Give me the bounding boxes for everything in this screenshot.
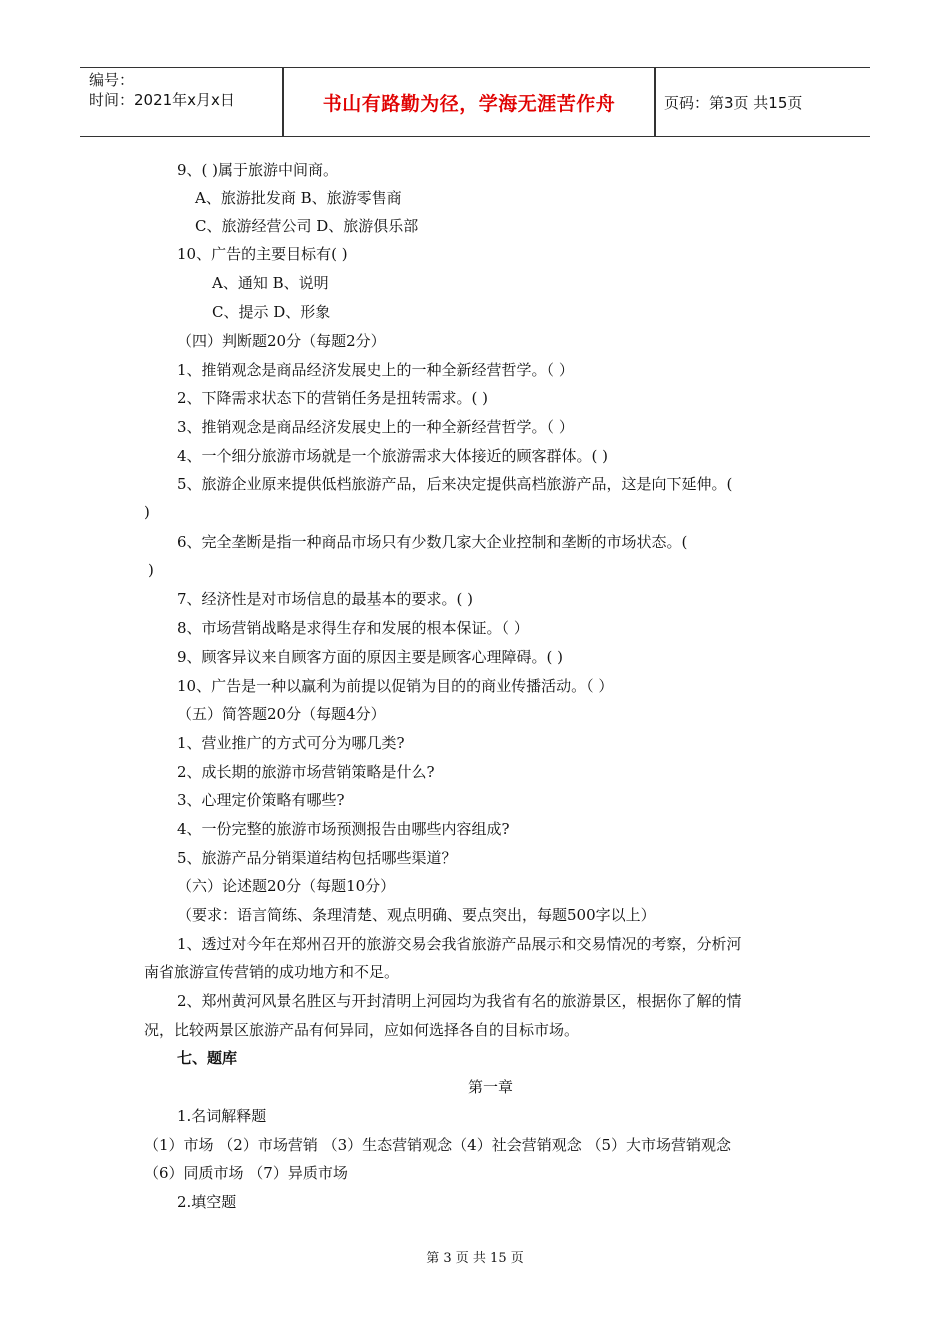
text-line: （1）市场 （2）市场营销 （3）生态营销观念（4）社会营销观念 （5）大市场营销观念 (144, 1136, 732, 1154)
text-line: 9、( )属于旅游中间商。 (177, 161, 339, 179)
text-line: （要求：语言简练、条理清楚、观点明确、要点突出，每题500字以上） (177, 906, 656, 924)
text-line: A、通知 B、说明 (212, 274, 329, 292)
text-line: 9、顾客异议来自顾客方面的原因主要是顾客心理障碍。( ) (177, 648, 564, 666)
text-line: A、旅游批发商 B、旅游零售商 (195, 189, 402, 207)
text-line: 七、题库 (177, 1049, 238, 1067)
header-page-label: 页码：第3页 共15页 (664, 93, 803, 112)
text-line: C、旅游经营公司 D、旅游俱乐部 (195, 217, 419, 235)
text-line: （六）论述题20分（每题10分） (177, 877, 396, 895)
header-divider-right (654, 68, 656, 136)
text-line: （五）简答题20分（每题4分） (177, 705, 386, 723)
text-line: 4、一份完整的旅游市场预测报告由哪些内容组成? (177, 820, 510, 838)
text-line: 1、透过对今年在郑州召开的旅游交易会我省旅游产品展示和交易情况的考察，分析河 (177, 935, 742, 953)
text-line: 1、推销观念是商品经济发展史上的一种全新经营哲学。（ ） (177, 361, 574, 379)
text-line: 5、旅游企业原来提供低档旅游产品，后来决定提供高档旅游产品，这是向下延伸。( (177, 475, 733, 493)
header-info-cell (80, 68, 283, 136)
header-motto: 书山有路勤为径，学海无涯苦作舟 (322, 92, 616, 115)
text-line: 3、推销观念是商品经济发展史上的一种全新经营哲学。（ ） (177, 418, 574, 436)
page-footer: 第 3 页 共 15 页 (426, 1251, 524, 1266)
text-line: 10、广告是一种以赢利为前提以促销为目的的商业传播活动。（ ） (177, 677, 614, 695)
text-line: 1、营业推广的方式可分为哪几类? (177, 734, 405, 752)
text-line: 2.填空题 (177, 1193, 237, 1211)
text-line: 南省旅游宣传营销的成功地方和不足。 (144, 963, 400, 981)
text-line: 5、旅游产品分销渠道结构包括哪些渠道？ (177, 849, 457, 867)
text-line: 7、经济性是对市场信息的最基本的要求。( ) (177, 590, 474, 608)
text-line: 2、郑州黄河风景名胜区与开封清明上河园均为我省有名的旅游景区，根据你了解的情 (177, 992, 742, 1010)
time-label: 时间：2021年x月x日 (89, 91, 235, 109)
text-line: 8、市场营销战略是求得生存和发展的根本保证。（ ） (177, 619, 529, 637)
text-line: 况，比较两景区旅游产品有何异同，应如何选择各自的目标市场。 (144, 1021, 580, 1039)
text-line: （四）判断题20分（每题2分） (177, 332, 386, 350)
text-line: C、提示 D、形象 (212, 303, 331, 321)
text-line: ) (144, 503, 150, 521)
text-line: 6、完全垄断是指一种商品市场只有少数几家大企业控制和垄断的市场状态。( (177, 533, 688, 551)
text-line: 4、一个细分旅游市场就是一个旅游需求大体接近的顾客群体。( ) (177, 447, 609, 465)
text-line: 2、成长期的旅游市场营销策略是什么? (177, 763, 435, 781)
text-line: 第一章 (468, 1078, 514, 1096)
number-label: 编号： (89, 71, 135, 89)
text-line: 1.名词解释题 (177, 1107, 267, 1125)
text-line: 2、下降需求状态下的营销任务是扭转需求。( ) (177, 389, 489, 407)
text-line: （6）同质市场 （7）异质市场 (144, 1164, 348, 1182)
text-line: ) (148, 561, 154, 579)
document-header (80, 67, 870, 137)
text-line: 3、心理定价策略有哪些? (177, 791, 345, 809)
text-line: 10、广告的主要目标有( ) (177, 245, 348, 263)
